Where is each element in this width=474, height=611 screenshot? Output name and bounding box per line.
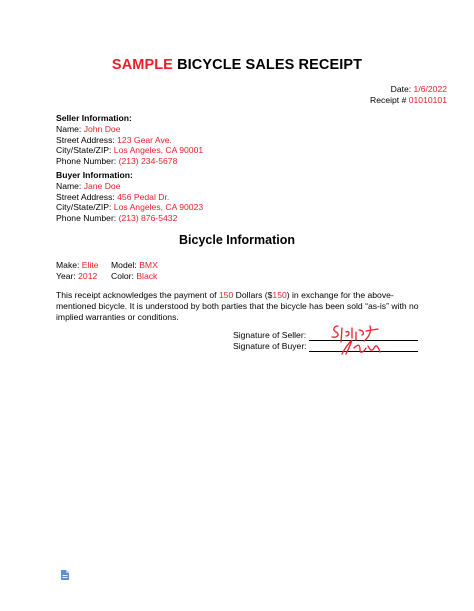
buyer-city-line: [56, 202, 203, 213]
bicycle-info-heading: Bicycle Information: [179, 233, 295, 247]
buyer-signature-label: Signature of Buyer:: [233, 341, 307, 351]
buyer-heading: Buyer Information:: [56, 170, 133, 180]
receipt-number-label: Receipt #: [370, 95, 409, 105]
receipt-meta: [370, 84, 447, 106]
statement-text-2: Dollars ($: [233, 290, 273, 300]
date-label: Date:: [390, 84, 414, 94]
buyer-phone-label: Phone Number:: [56, 213, 119, 224]
buyer-phone-value: (213) 876-5432: [118, 213, 178, 224]
document-title: [0, 57, 474, 73]
buyer-phone-line: [56, 213, 203, 224]
bicycle-row-2: [56, 271, 158, 282]
color-value: Black: [136, 270, 158, 281]
seller-phone-value: (213) 234-5678: [118, 156, 178, 167]
year-label: Year:: [56, 270, 79, 281]
buyer-name-value: Jane Doe: [83, 180, 121, 191]
bicycle-details: [56, 260, 158, 282]
year-value: 2012: [78, 270, 98, 281]
seller-city-value: Los Angeles, CA 90001: [113, 145, 204, 156]
bicycle-row-1: [56, 260, 158, 271]
seller-street-label: Street Address:: [56, 134, 118, 145]
seller-info: [56, 113, 203, 167]
buyer-name-line: [56, 181, 203, 192]
receipt-number-value: 01010101: [408, 95, 447, 105]
date-line: [370, 84, 447, 95]
title-sample-word: SAMPLE: [111, 57, 173, 73]
buyer-signature-mark: [338, 338, 388, 356]
make-label: Make:: [56, 260, 82, 270]
seller-heading: Seller Information:: [56, 113, 132, 123]
color-label: Color:: [111, 270, 137, 281]
seller-phone-line: [56, 156, 203, 167]
color-field: [111, 271, 157, 282]
document-icon: [60, 569, 70, 581]
statement-text-3: ) in exchange for the above-mentioned bicycle. It is understood by both parties that the bicycle has been sold “as-is” with no implied warranties or conditions.: [56, 290, 419, 322]
seller-city-label: City/State/ZIP:: [56, 145, 114, 156]
amount-number: 150: [272, 290, 287, 300]
seller-name-line: [56, 124, 203, 135]
make-field: [56, 260, 111, 271]
buyer-street-value: 456 Pedal Dr.: [117, 191, 170, 202]
title-text: BICYCLE SALES RECEIPT: [172, 57, 363, 73]
seller-street-line: [56, 135, 203, 146]
make-value: Elite: [81, 260, 99, 270]
model-label: Model:: [111, 260, 140, 270]
buyer-name-label: Name:: [56, 180, 84, 191]
receipt-number-line: [370, 95, 447, 106]
buyer-street-line: [56, 192, 203, 203]
buyer-city-value: Los Angeles, CA 90023: [113, 202, 204, 213]
date-value: 1/6/2022: [413, 84, 447, 94]
model-value: BMX: [139, 260, 158, 270]
seller-street-value: 123 Gear Ave.: [117, 134, 172, 145]
year-field: [56, 271, 111, 282]
buyer-info: [56, 170, 203, 224]
seller-name-value: John Doe: [83, 123, 121, 134]
buyer-street-label: Street Address:: [56, 191, 118, 202]
model-field: [111, 260, 158, 271]
seller-name-label: Name:: [56, 123, 84, 134]
buyer-city-label: City/State/ZIP:: [56, 202, 114, 213]
statement-text-1: This receipt acknowledges the payment of: [56, 290, 219, 300]
acknowledgment-paragraph: [56, 290, 420, 322]
seller-signature-label: Signature of Seller:: [233, 330, 307, 340]
seller-city-line: [56, 145, 203, 156]
seller-phone-label: Phone Number:: [56, 156, 119, 167]
amount-words: 150: [218, 290, 234, 300]
